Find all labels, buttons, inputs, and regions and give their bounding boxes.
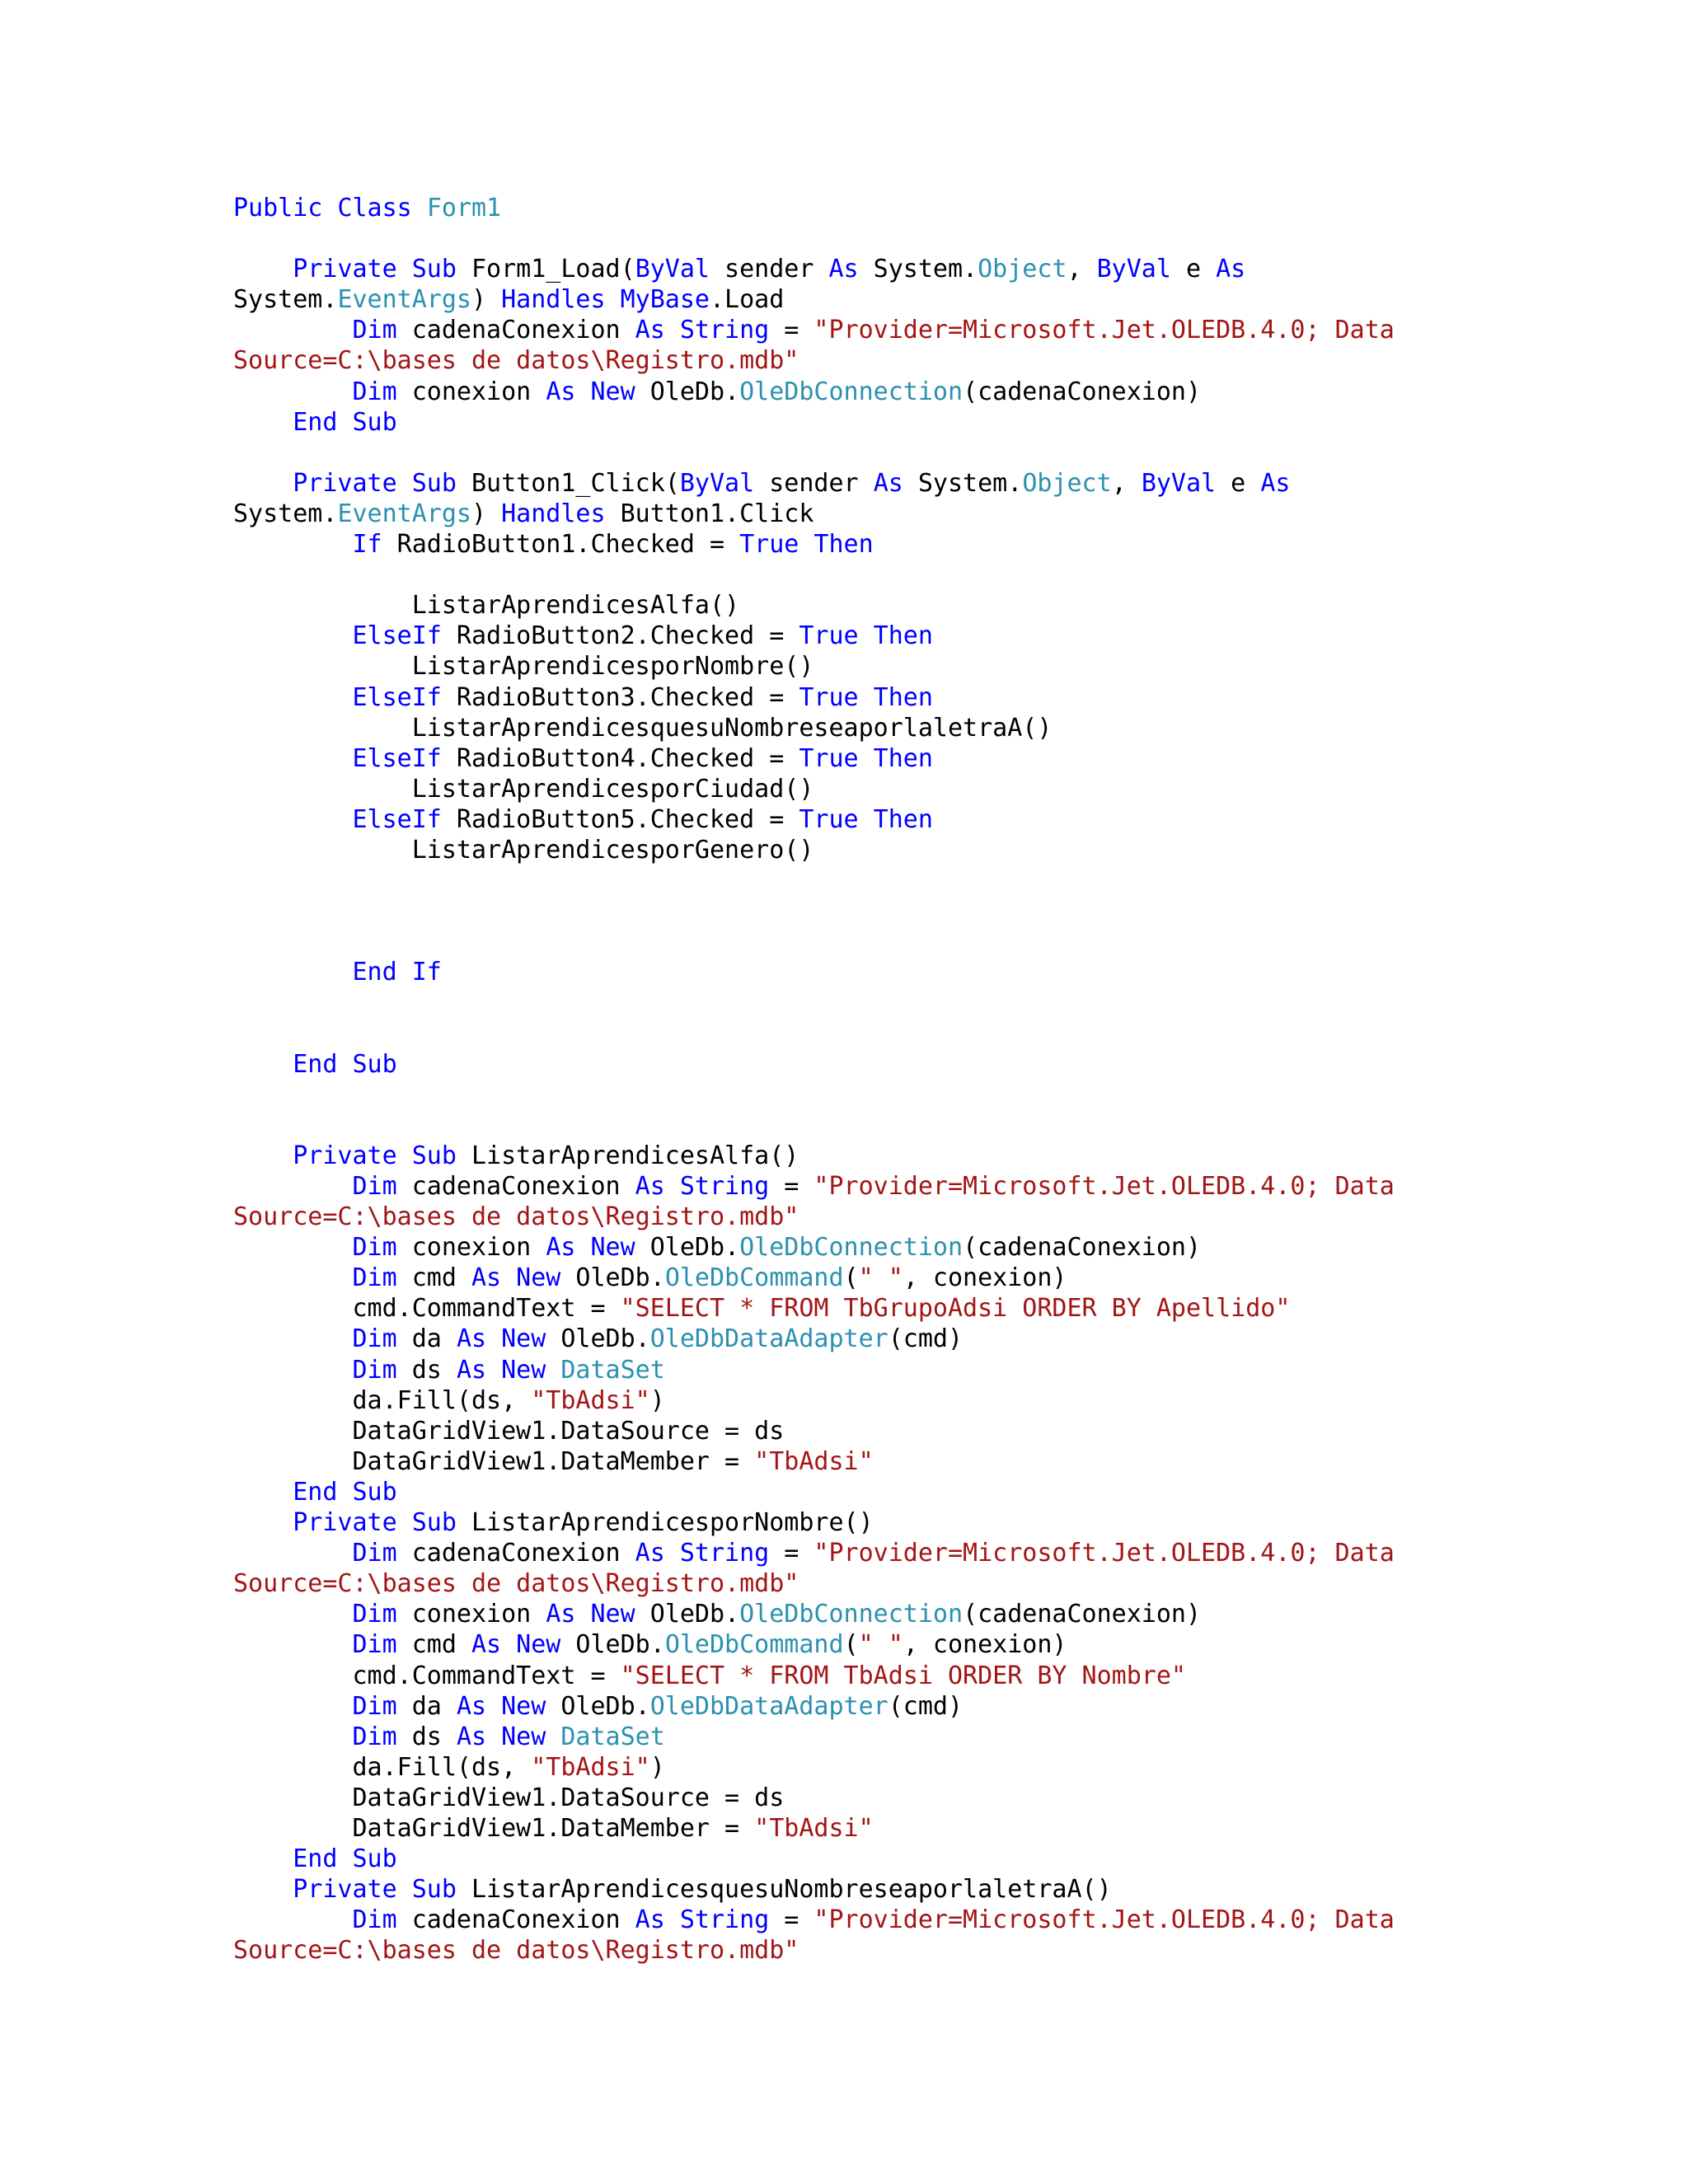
- code-line: [233, 1446, 1651, 1477]
- code-line: [233, 865, 1651, 896]
- code-token: OleDbConnection: [739, 1600, 964, 1629]
- code-token: Form1_Load(: [471, 255, 635, 284]
- code-line: [233, 1293, 1651, 1324]
- code-token: Dim: [352, 377, 397, 406]
- code-token: ElseIf: [352, 804, 442, 834]
- code-token: [233, 805, 353, 834]
- code-line: [233, 651, 1651, 682]
- code-line: [233, 345, 1651, 376]
- code-token: "Provider=Microsoft.Jet.OLEDB.4.0; Data: [814, 1539, 1395, 1568]
- code-token: RadioButton4.Checked =: [441, 743, 799, 773]
- code-token: Dim: [352, 316, 397, 345]
- code-token: As: [828, 255, 859, 284]
- code-token: ListarAprendicesporNombre(): [233, 652, 814, 682]
- code-token: (cmd): [888, 1691, 964, 1721]
- code-line: [233, 1202, 1651, 1232]
- code-token: =: [769, 316, 814, 345]
- code-line: [233, 377, 1651, 407]
- code-token: System.: [858, 255, 978, 284]
- code-listing: [233, 193, 1651, 1966]
- code-token: Private Sub: [293, 1875, 471, 1905]
- code-token: RadioButton1.Checked =: [382, 530, 740, 560]
- code-token: OleDb.: [635, 1233, 740, 1263]
- code-token: "TbAdsi": [531, 1752, 650, 1782]
- code-token: , conexion): [903, 1263, 1067, 1293]
- code-token: [233, 1172, 353, 1201]
- code-token: ElseIf: [352, 743, 442, 773]
- code-token: "SELECT * FROM TbAdsi ORDER BY Nombre": [620, 1661, 1186, 1690]
- code-token: "Provider=Microsoft.Jet.OLEDB.4.0; Data: [814, 1172, 1395, 1201]
- code-token: Dim: [352, 1355, 397, 1385]
- code-line: [233, 1538, 1651, 1568]
- code-token: System.: [233, 285, 338, 315]
- code-token: [233, 255, 293, 284]
- code-token: ds: [396, 1722, 457, 1751]
- code-line: [233, 682, 1651, 713]
- code-token: [233, 1875, 293, 1904]
- code-token: RadioButton5.Checked =: [441, 804, 799, 834]
- code-token: [233, 683, 353, 712]
- code-token: ByVal: [679, 468, 755, 498]
- code-token: (cadenaConexion): [963, 1600, 1202, 1629]
- code-line: [233, 284, 1651, 315]
- code-line: [233, 957, 1651, 987]
- code-line: [233, 1752, 1651, 1783]
- code-token: ): [471, 499, 502, 528]
- code-token: [233, 1630, 353, 1659]
- code-token: Private Sub: [293, 1508, 471, 1538]
- code-line: [233, 1722, 1651, 1752]
- code-token: DataGridView1.DataMember =: [233, 1446, 755, 1476]
- code-token: OleDb.: [546, 1691, 650, 1721]
- code-token: [233, 621, 353, 650]
- code-token: Dim: [352, 1691, 397, 1721]
- code-line: [233, 1232, 1651, 1263]
- code-token: As New: [546, 377, 635, 406]
- code-token: As: [873, 468, 903, 498]
- code-line: [233, 1171, 1651, 1202]
- code-token: OleDbDataAdapter: [649, 1691, 889, 1721]
- code-line: [233, 1599, 1651, 1629]
- code-token: End Sub: [293, 1049, 397, 1079]
- code-line: [233, 621, 1651, 651]
- code-line: [233, 1141, 1651, 1171]
- code-token: [233, 1233, 353, 1262]
- code-token: As New: [546, 1233, 635, 1263]
- code-token: Button1_Click(: [471, 468, 680, 498]
- code-token: cmd: [396, 1263, 471, 1293]
- code-token: Dim: [352, 1539, 397, 1568]
- code-token: OleDbCommand: [664, 1630, 844, 1660]
- code-token: [233, 530, 353, 559]
- code-token: As New: [471, 1263, 561, 1293]
- code-token: RadioButton2.Checked =: [441, 621, 799, 651]
- code-line: [233, 1629, 1651, 1660]
- code-line: [233, 1385, 1651, 1416]
- code-token: [233, 1844, 293, 1873]
- code-token: As New: [456, 1355, 561, 1385]
- code-token: ListarAprendicesporGenero(): [233, 835, 814, 865]
- code-token: [233, 1324, 353, 1353]
- code-token: (: [843, 1630, 859, 1660]
- code-token: OleDb.: [546, 1324, 650, 1354]
- code-token: cmd.CommandText =: [233, 1294, 621, 1324]
- code-token: Private Sub: [293, 468, 471, 498]
- code-line: [233, 1844, 1651, 1874]
- code-token: OleDbConnection: [739, 377, 964, 406]
- code-token: End If: [352, 958, 442, 987]
- code-token: da.Fill(ds,: [233, 1752, 532, 1782]
- code-line: [233, 223, 1651, 254]
- code-line: [233, 1416, 1651, 1446]
- code-token: ,: [1067, 255, 1097, 284]
- code-line: [233, 407, 1651, 438]
- code-line: [233, 1355, 1651, 1385]
- code-line: [233, 926, 1651, 957]
- code-token: [233, 1356, 353, 1385]
- code-token: Dim: [352, 1905, 397, 1935]
- code-token: =: [769, 1172, 814, 1201]
- code-line: [233, 468, 1651, 499]
- code-line: [233, 1905, 1651, 1935]
- code-token: Object: [1022, 468, 1112, 498]
- code-line: [233, 590, 1651, 621]
- code-token: ): [471, 285, 502, 315]
- code-token: cadenaConexion: [396, 316, 635, 345]
- code-token: DataSet: [560, 1722, 665, 1751]
- code-line: [233, 1691, 1651, 1722]
- code-token: ListarAprendicesquesuNombreseaporlaletraA(): [233, 713, 1053, 743]
- code-line: [233, 560, 1651, 590]
- code-line: [233, 1477, 1651, 1507]
- code-token: ): [649, 1385, 665, 1415]
- code-token: Dim: [352, 1600, 397, 1629]
- code-token: cmd: [396, 1630, 471, 1660]
- code-token: cadenaConexion: [396, 1539, 635, 1568]
- code-line: [233, 1507, 1651, 1538]
- code-token: As String: [635, 316, 770, 345]
- code-token: " ": [858, 1630, 903, 1660]
- code-token: , conexion): [903, 1630, 1067, 1660]
- code-token: "TbAdsi": [531, 1385, 650, 1415]
- code-token: e: [1170, 255, 1217, 284]
- code-token: If: [352, 530, 382, 560]
- code-line: [233, 1049, 1651, 1080]
- code-token: RadioButton3.Checked =: [441, 682, 799, 712]
- code-token: Source=C:\bases de datos\Registro.mdb": [233, 346, 799, 376]
- code-token: As String: [635, 1905, 770, 1935]
- code-token: ): [649, 1752, 665, 1782]
- code-line: [233, 1568, 1651, 1599]
- code-token: [233, 469, 293, 498]
- code-token: As: [1216, 255, 1246, 284]
- code-token: Source=C:\bases de datos\Registro.mdb": [233, 1936, 799, 1966]
- code-token: (cmd): [888, 1324, 964, 1354]
- code-token: [233, 958, 353, 987]
- code-token: System.: [233, 499, 338, 528]
- code-token: As New: [456, 1324, 546, 1354]
- code-token: sender: [754, 468, 874, 498]
- code-token: Source=C:\bases de datos\Registro.mdb": [233, 1569, 799, 1599]
- code-token: ElseIf: [352, 682, 442, 712]
- code-token: [233, 1141, 293, 1170]
- code-token: ListarAprendicesAlfa(): [233, 591, 740, 621]
- code-token: "TbAdsi": [754, 1446, 874, 1476]
- code-token: OleDbConnection: [739, 1233, 964, 1263]
- code-token: " ": [858, 1263, 903, 1293]
- code-token: DataGridView1.DataSource = ds: [233, 1416, 785, 1446]
- code-token: [233, 316, 353, 344]
- code-token: =: [769, 1539, 814, 1568]
- code-token: [233, 1478, 293, 1507]
- code-line: [233, 774, 1651, 804]
- code-token: OleDb.: [560, 1263, 665, 1293]
- code-token: ds: [396, 1355, 457, 1385]
- code-token: As New: [456, 1722, 561, 1751]
- code-token: OleDb.: [635, 377, 740, 406]
- code-token: EventArgs: [337, 285, 471, 315]
- code-token: [233, 1722, 353, 1751]
- code-token: ListarAprendicesporCiudad(): [233, 774, 814, 804]
- code-token: e: [1216, 468, 1261, 498]
- code-token: .Load: [710, 285, 785, 315]
- code-token: cadenaConexion: [396, 1172, 635, 1201]
- code-token: ListarAprendicesporNombre(): [471, 1508, 874, 1538]
- code-line: [233, 804, 1651, 835]
- code-line: [233, 1080, 1651, 1110]
- code-token: da.Fill(ds,: [233, 1385, 532, 1415]
- code-token: Dim: [352, 1233, 397, 1263]
- code-token: [233, 1050, 293, 1079]
- code-token: True Then: [799, 682, 933, 712]
- code-token: conexion: [396, 377, 546, 406]
- code-token: Source=C:\bases de datos\Registro.mdb": [233, 1202, 799, 1232]
- code-token: True Then: [799, 621, 933, 651]
- code-token: OleDb.: [635, 1600, 740, 1629]
- code-line: [233, 743, 1651, 774]
- code-line: [233, 713, 1651, 743]
- code-token: =: [769, 1905, 814, 1935]
- code-line: [233, 987, 1651, 1018]
- code-token: ListarAprendicesquesuNombreseaporlaletraA(): [471, 1875, 1112, 1905]
- code-token: As: [1260, 468, 1291, 498]
- code-token: (cadenaConexion): [963, 1233, 1202, 1263]
- code-token: da: [396, 1324, 457, 1354]
- code-line: [233, 499, 1651, 529]
- code-token: Object: [978, 255, 1067, 284]
- code-token: [233, 377, 353, 406]
- code-token: sender: [710, 255, 829, 284]
- code-token: Dim: [352, 1263, 397, 1293]
- code-token: ElseIf: [352, 621, 442, 651]
- code-token: "SELECT * FROM TbGrupoAdsi ORDER BY Apellido": [620, 1294, 1291, 1324]
- code-token: Private Sub: [293, 255, 471, 284]
- code-token: OleDbCommand: [664, 1263, 844, 1293]
- code-token: End Sub: [293, 1477, 397, 1507]
- code-token: "TbAdsi": [754, 1813, 874, 1843]
- code-token: As New: [471, 1630, 561, 1660]
- code-token: ByVal: [635, 255, 710, 284]
- code-line: [233, 896, 1651, 926]
- code-token: [233, 408, 293, 437]
- code-line: [233, 1874, 1651, 1905]
- code-token: OleDbDataAdapter: [649, 1324, 889, 1354]
- code-token: Dim: [352, 1630, 397, 1660]
- code-line: [233, 254, 1651, 284]
- code-token: (cadenaConexion): [963, 377, 1202, 406]
- code-token: System.: [903, 468, 1023, 498]
- code-token: End Sub: [293, 407, 397, 437]
- code-token: End Sub: [293, 1844, 397, 1874]
- code-token: cmd.CommandText =: [233, 1661, 621, 1690]
- code-token: ByVal: [1096, 255, 1171, 284]
- code-token: True Then: [799, 804, 933, 834]
- code-line: [233, 1110, 1651, 1141]
- code-token: conexion: [396, 1600, 546, 1629]
- code-token: conexion: [396, 1233, 546, 1263]
- code-token: As String: [635, 1539, 770, 1568]
- code-token: [233, 1905, 353, 1934]
- code-token: Button1.Click: [605, 499, 814, 528]
- code-token: ,: [1111, 468, 1142, 498]
- code-token: (: [843, 1263, 859, 1293]
- code-token: Public Class: [233, 194, 427, 223]
- code-token: cadenaConexion: [396, 1905, 635, 1935]
- code-token: [233, 1600, 353, 1629]
- code-token: As New: [456, 1691, 546, 1721]
- code-token: Dim: [352, 1324, 397, 1354]
- code-token: Dim: [352, 1722, 397, 1751]
- code-token: [233, 1539, 353, 1568]
- code-token: DataGridView1.DataSource = ds: [233, 1783, 785, 1812]
- code-line: [233, 315, 1651, 345]
- code-token: EventArgs: [337, 499, 471, 528]
- code-line: [233, 438, 1651, 468]
- code-line: [233, 1324, 1651, 1354]
- code-token: DataGridView1.DataMember =: [233, 1813, 755, 1843]
- code-line: [233, 193, 1651, 223]
- code-token: da: [396, 1691, 457, 1721]
- code-line: [233, 1783, 1651, 1813]
- code-line: [233, 1019, 1651, 1049]
- code-token: "Provider=Microsoft.Jet.OLEDB.4.0; Data: [814, 316, 1395, 345]
- code-token: Handles MyBase: [501, 285, 710, 315]
- code-token: "Provider=Microsoft.Jet.OLEDB.4.0; Data: [814, 1905, 1395, 1935]
- code-token: ListarAprendicesAlfa(): [471, 1141, 799, 1170]
- code-line: [233, 1813, 1651, 1844]
- code-token: [233, 1263, 353, 1292]
- code-token: Private Sub: [293, 1141, 471, 1170]
- code-token: ByVal: [1141, 468, 1217, 498]
- code-token: Dim: [352, 1172, 397, 1201]
- code-line: [233, 835, 1651, 865]
- code-token: As New: [546, 1600, 635, 1629]
- code-token: True Then: [799, 743, 933, 773]
- code-token: Handles: [501, 499, 606, 528]
- code-line: [233, 1263, 1651, 1293]
- code-token: True Then: [739, 530, 874, 560]
- code-line: [233, 1935, 1651, 1966]
- code-token: As String: [635, 1172, 770, 1201]
- code-token: [233, 1692, 353, 1721]
- code-line: [233, 1661, 1651, 1691]
- code-line: [233, 529, 1651, 560]
- code-token: Form1: [426, 194, 502, 223]
- code-token: [233, 1508, 293, 1537]
- code-token: DataSet: [560, 1355, 665, 1385]
- code-token: [233, 744, 353, 773]
- code-token: OleDb.: [560, 1630, 665, 1660]
